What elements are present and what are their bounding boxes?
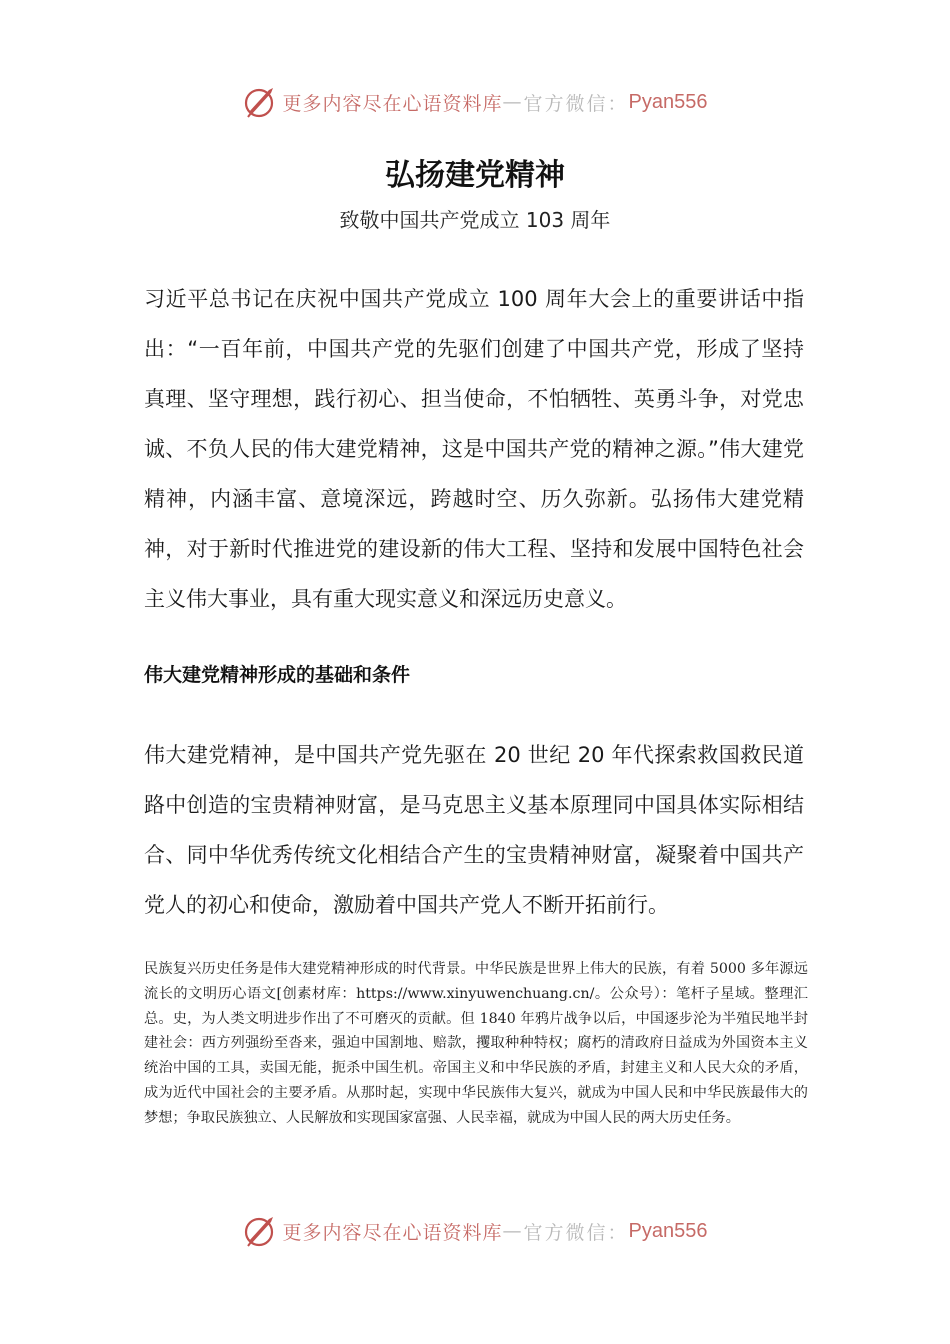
banner-text: 更多内容尽在心语资料库 (282, 1221, 503, 1244)
banner-dash: — (502, 91, 524, 113)
quill-logo-icon (243, 85, 277, 119)
banner-text: 更多内容尽在心语资料库 (282, 92, 503, 115)
header-banner (0, 82, 950, 122)
footer-banner (0, 1211, 950, 1251)
quill-logo-icon (243, 1214, 277, 1248)
banner-wechat-id: Pyan556 (628, 90, 708, 113)
banner-wechat-label: 官方微信： (523, 1221, 629, 1244)
banner-dash: — (502, 1220, 524, 1242)
history-paragraph: 民族复兴历史任务是伟大建党精神形成的时代背景。中华民族是世界上伟大的民族，有着 5000 多年源远流长的文明历心语文[创素材库：https://www.xinyuwenchuang.cn/。公众号）：笔杆子星域。整理汇总。史，为人类文明进步作出了不可磨灭的贡献。但 1840 年鸦片战争以后，中国逐步沦为半殖民地半封建社会：西方列强纷至沓来，强迫中国割地、赔款，攫取种种特权；腐朽的清政府日益成为外国资本主义统治中国的工具，卖国无能，扼杀中国生机。帝国主义和中华民族的矛盾，封建主义和人民大众的矛盾，成为近代中国社会的主要矛盾。从那时起，实现中华民族伟大复兴，就成为中国人民和中华民族最伟大的梦想；争取民族独立、人民解放和实现国家富强、人民幸福，就成为中国人民的两大历史任务。 (144, 961, 808, 1126)
banner-wechat-id: Pyan556 (628, 1219, 708, 1242)
banner-wechat-label: 官方微信： (523, 92, 629, 115)
intro-paragraph: 习近平总书记在庆祝中国共产党成立 100 周年大会上的重要讲话中指出：“一百年前，中国共产党的先驱们创建了中国共产党，形成了坚持真理、坚守理想，践行初心、担当使命，不怕牺牲、英勇斗争，对党忠诚、不负人民的伟大建党精神，这是中国共产党的精神之源。”伟大建党精神，内涵丰富、意境深远，跨越时空、历久弥新。弘扬伟大建党精神，对于新时代推进党的建设新的伟大工程、坚持和发展中国特色社会主义伟大事业，具有重大现实意义和深远历史意义。 (144, 287, 804, 611)
document-title: 弘扬建党精神 (385, 158, 565, 193)
section-paragraph: 伟大建党精神，是中国共产党先驱在 20 世纪 20 年代探索救国救民道路中创造的宝贵精神财富，是马克思主义基本原理同中国具体实际相结合、同中华优秀传统文化相结合产生的宝贵精神财富，凝聚着中国共产党人的初心和使命，激励着中国共产党人不断开拓前行。 (144, 743, 804, 917)
section-heading: 伟大建党精神形成的基础和条件 (144, 664, 411, 686)
document-subtitle: 致敬中国共产党成立 103 周年 (339, 208, 611, 232)
